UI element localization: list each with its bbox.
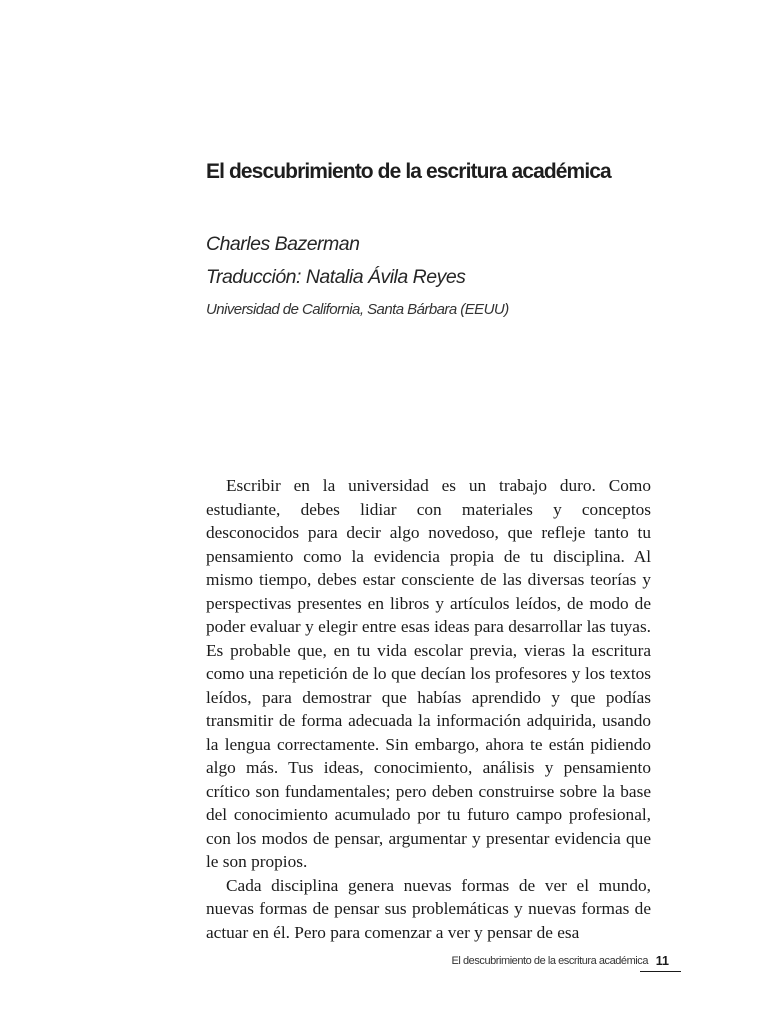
body-text	[206, 474, 651, 944]
page-footer	[451, 954, 681, 974]
footer-rule	[640, 971, 681, 972]
author-name: Charles Bazerman	[206, 233, 360, 255]
body-paragraph: Escribir en la universidad es un trabajo duro. Como estudiante, debes lidiar con materiales y conceptos desconocidos para decir algo novedoso, que refleje tanto tu pensamiento como la evidencia propia de tu disciplina. Al mismo tiempo, debes estar consciente de las diversas teorías y perspectivas presentes en libros y artículos leídos, de modo de poder evaluar y elegir entre esas ideas para desarrollar las tuyas. Es probable que, en tu vida escolar previa, vieras la escritura como una repetición de lo que decían los profesores y los textos leídos, para demostrar que habías aprendido y que podías transmitir de forma adecuada la información adquirida, usando la lengua correctamente. Sin embargo, ahora te están pidiendo algo más. Tus ideas, conocimiento, análisis y pensamiento crítico son fundamentales; pero deben construirse sobre la base del conocimiento acumulado por tu futuro campo profesional, con los modos de pensar, argumentar y presentar evidencia que le son propios.	[206, 476, 651, 871]
translator-credit: Traducción: Natalia Ávila Reyes	[206, 266, 466, 288]
body-paragraph: Cada disciplina genera nuevas formas de ver el mundo, nuevas formas de pensar sus problemáticas y nuevas formas de actuar en él. Pero para comenzar a ver y pensar de esa	[206, 875, 651, 942]
running-footer-title: El descubrimiento de la escritura académica	[451, 955, 648, 967]
author-affiliation: Universidad de California, Santa Bárbara (EEUU)	[206, 301, 509, 318]
page-number: 11	[655, 954, 669, 968]
chapter-title: El descubrimiento de la escritura académica	[206, 160, 611, 183]
